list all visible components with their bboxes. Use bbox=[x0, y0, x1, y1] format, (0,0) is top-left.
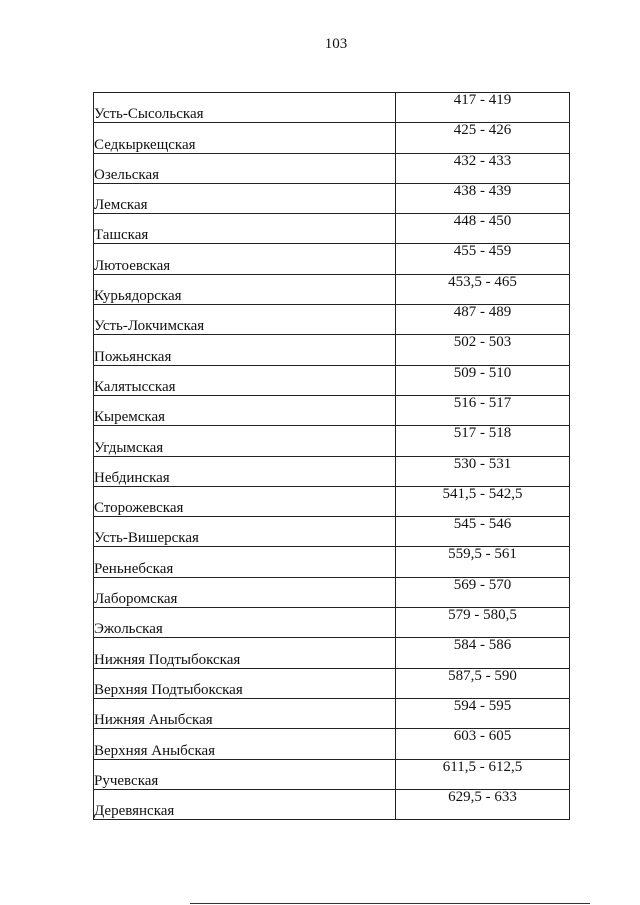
name-cell: Небдинская bbox=[94, 456, 396, 486]
range-cell: 432 - 433 bbox=[396, 153, 570, 183]
table-row bbox=[94, 456, 570, 486]
page-number: 103 bbox=[324, 36, 348, 52]
range-cell: 530 - 531 bbox=[396, 456, 570, 486]
table-row bbox=[94, 153, 570, 183]
table-row bbox=[94, 486, 570, 516]
name-cell: Усть-Вишерская bbox=[94, 517, 396, 547]
table-body bbox=[94, 93, 570, 820]
range-cell: 448 - 450 bbox=[396, 214, 570, 244]
range-cell: 629,5 - 633 bbox=[396, 789, 570, 819]
range-cell: 417 - 419 bbox=[396, 93, 570, 123]
name-cell: Пожьянская bbox=[94, 335, 396, 365]
range-cell: 425 - 426 bbox=[396, 123, 570, 153]
table-row bbox=[94, 305, 570, 335]
document-table bbox=[93, 92, 570, 820]
table-row bbox=[94, 365, 570, 395]
name-cell: Усть-Локчимская bbox=[94, 305, 396, 335]
table-row bbox=[94, 274, 570, 304]
range-cell: 453,5 - 465 bbox=[396, 274, 570, 304]
name-cell: Лемская bbox=[94, 183, 396, 213]
table-row bbox=[94, 244, 570, 274]
name-cell: Нижняя Аныбская bbox=[94, 698, 396, 728]
table-row bbox=[94, 517, 570, 547]
range-cell: 584 - 586 bbox=[396, 638, 570, 668]
table-row bbox=[94, 335, 570, 365]
range-cell: 569 - 570 bbox=[396, 577, 570, 607]
name-cell: Сторожевская bbox=[94, 486, 396, 516]
range-cell: 455 - 459 bbox=[396, 244, 570, 274]
table-row bbox=[94, 789, 570, 819]
name-cell: Ручевская bbox=[94, 759, 396, 789]
range-cell: 502 - 503 bbox=[396, 335, 570, 365]
name-cell: Эжольская bbox=[94, 608, 396, 638]
table-row bbox=[94, 729, 570, 759]
range-cell: 594 - 595 bbox=[396, 698, 570, 728]
table-row bbox=[94, 214, 570, 244]
table-row bbox=[94, 93, 570, 123]
name-cell: Верхняя Подтыбокская bbox=[94, 668, 396, 698]
name-cell: Курьядорская bbox=[94, 274, 396, 304]
range-cell: 611,5 - 612,5 bbox=[396, 759, 570, 789]
table-row bbox=[94, 577, 570, 607]
table-row bbox=[94, 698, 570, 728]
table-row bbox=[94, 395, 570, 425]
range-cell: 559,5 - 561 bbox=[396, 547, 570, 577]
name-cell: Кыремская bbox=[94, 395, 396, 425]
name-cell: Верхняя Аныбская bbox=[94, 729, 396, 759]
table-row bbox=[94, 183, 570, 213]
name-cell: Деревянская bbox=[94, 789, 396, 819]
name-cell: Лаборомская bbox=[94, 577, 396, 607]
name-cell: Ташская bbox=[94, 214, 396, 244]
name-cell: Усть-Сысольская bbox=[94, 93, 396, 123]
range-cell: 587,5 - 590 bbox=[396, 668, 570, 698]
range-cell: 545 - 546 bbox=[396, 517, 570, 547]
name-cell: Реньнебская bbox=[94, 547, 396, 577]
table-row bbox=[94, 668, 570, 698]
scan-edge-line bbox=[190, 903, 590, 904]
range-cell: 509 - 510 bbox=[396, 365, 570, 395]
name-cell: Угдымская bbox=[94, 426, 396, 456]
table-row bbox=[94, 759, 570, 789]
name-cell: Седкыркещская bbox=[94, 123, 396, 153]
range-cell: 579 - 580,5 bbox=[396, 608, 570, 638]
table-row bbox=[94, 123, 570, 153]
range-cell: 438 - 439 bbox=[396, 183, 570, 213]
range-cell: 517 - 518 bbox=[396, 426, 570, 456]
name-cell: Нижняя Подтыбокская bbox=[94, 638, 396, 668]
table-row bbox=[94, 426, 570, 456]
name-cell: Лютоевская bbox=[94, 244, 396, 274]
range-cell: 603 - 605 bbox=[396, 729, 570, 759]
table-row bbox=[94, 547, 570, 577]
range-cell: 541,5 - 542,5 bbox=[396, 486, 570, 516]
name-cell: Озельская bbox=[94, 153, 396, 183]
name-cell: Калятысская bbox=[94, 365, 396, 395]
table-row bbox=[94, 608, 570, 638]
range-cell: 516 - 517 bbox=[396, 395, 570, 425]
range-cell: 487 - 489 bbox=[396, 305, 570, 335]
table-row bbox=[94, 638, 570, 668]
